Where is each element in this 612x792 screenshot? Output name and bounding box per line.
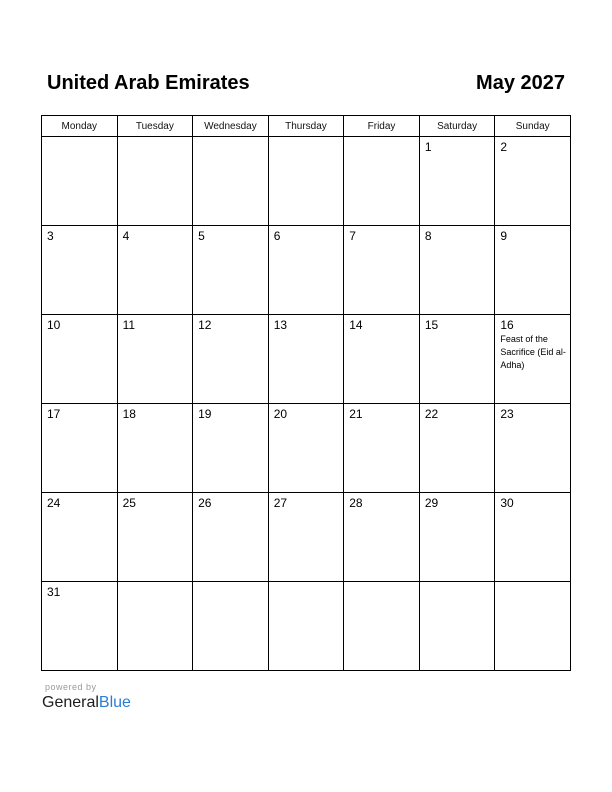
day-number xyxy=(269,137,344,140)
day-cell xyxy=(419,226,495,315)
day-number: 30 xyxy=(500,496,514,510)
day-cell xyxy=(419,493,495,582)
day-number xyxy=(344,582,419,585)
day-number xyxy=(193,137,268,140)
day-number xyxy=(193,582,268,585)
day-number: 5 xyxy=(198,229,205,243)
day-number: 23 xyxy=(500,407,514,421)
day-number: 18 xyxy=(122,407,136,421)
weekday-wednesday: Wednesday xyxy=(193,116,269,137)
day-cell xyxy=(268,493,344,582)
day-cell xyxy=(268,404,344,493)
holiday-label: Feast of the Sacrifice (Eid al-Adha) xyxy=(500,334,566,370)
day-number: 19 xyxy=(198,407,212,421)
day-number: 6 xyxy=(273,229,281,243)
day-cell xyxy=(495,137,571,226)
day-cell xyxy=(193,315,269,404)
day-number: 31 xyxy=(47,585,61,599)
day-number: 8 xyxy=(424,229,432,243)
day-cell xyxy=(419,315,495,404)
day-cell xyxy=(42,315,118,404)
day-number: 26 xyxy=(198,496,212,510)
day-cell xyxy=(495,582,571,671)
weekday-header-row xyxy=(42,116,571,137)
weekday-tuesday: Tuesday xyxy=(117,116,193,137)
week-row xyxy=(42,226,571,315)
day-number: 28 xyxy=(349,496,363,510)
day-number xyxy=(344,137,419,140)
calendar-grid xyxy=(41,115,571,671)
day-cell xyxy=(117,404,193,493)
day-number: 2 xyxy=(500,140,508,154)
day-cell xyxy=(42,582,118,671)
country-title: United Arab Emirates xyxy=(47,72,250,94)
day-cell xyxy=(268,137,344,226)
day-cell xyxy=(117,137,193,226)
day-cell xyxy=(42,226,118,315)
day-cell xyxy=(193,226,269,315)
day-cell xyxy=(193,582,269,671)
day-cell xyxy=(419,137,495,226)
day-cell xyxy=(344,582,420,671)
brand-logo[interactable] xyxy=(42,694,131,712)
weekday-friday: Friday xyxy=(344,116,420,137)
day-cell xyxy=(495,226,571,315)
month-title: May 2027 xyxy=(476,72,565,94)
day-cell xyxy=(495,404,571,493)
day-cell xyxy=(268,226,344,315)
day-number: 3 xyxy=(47,229,54,243)
day-cell xyxy=(268,315,344,404)
weekday-sunday: Sunday xyxy=(495,116,571,137)
weekday-monday: Monday xyxy=(42,116,118,137)
day-cell xyxy=(117,226,193,315)
week-row xyxy=(42,493,571,582)
week-row xyxy=(42,137,571,226)
day-cell xyxy=(419,582,495,671)
day-number xyxy=(420,582,495,585)
day-cell xyxy=(344,493,420,582)
day-number: 24 xyxy=(47,496,61,510)
day-cell xyxy=(193,493,269,582)
day-cell xyxy=(344,404,420,493)
day-number: 22 xyxy=(424,407,439,421)
day-number: 10 xyxy=(47,318,61,332)
day-cell xyxy=(419,404,495,493)
day-number: 21 xyxy=(349,407,363,421)
day-number: 27 xyxy=(273,496,288,510)
day-number: 15 xyxy=(424,318,439,332)
week-row xyxy=(42,315,571,404)
day-cell xyxy=(495,315,571,404)
day-number: 14 xyxy=(349,318,363,332)
day-number xyxy=(118,582,193,585)
brand-general: General xyxy=(42,694,99,711)
day-cell xyxy=(344,137,420,226)
day-number: 4 xyxy=(122,229,130,243)
day-number: 11 xyxy=(122,318,136,332)
day-number: 7 xyxy=(349,229,356,243)
day-number: 17 xyxy=(47,407,61,421)
day-cell xyxy=(268,582,344,671)
day-cell xyxy=(495,493,571,582)
powered-by-label: powered by xyxy=(45,682,97,692)
week-row xyxy=(42,404,571,493)
weekday-saturday: Saturday xyxy=(419,116,495,137)
day-number: 16 xyxy=(500,318,514,332)
weekday-thursday: Thursday xyxy=(268,116,344,137)
day-number xyxy=(495,582,570,585)
week-row xyxy=(42,582,571,671)
day-number xyxy=(269,582,344,585)
day-number: 25 xyxy=(122,496,136,510)
day-number: 1 xyxy=(424,140,432,154)
day-cell xyxy=(117,315,193,404)
day-number xyxy=(118,137,193,140)
day-number: 29 xyxy=(424,496,439,510)
day-cell xyxy=(193,404,269,493)
day-number: 13 xyxy=(273,318,288,332)
day-cell xyxy=(42,137,118,226)
day-cell xyxy=(42,493,118,582)
day-number: 12 xyxy=(198,318,212,332)
day-number: 20 xyxy=(273,407,288,421)
day-number: 9 xyxy=(500,229,508,243)
day-cell xyxy=(117,493,193,582)
brand-blue: Blue xyxy=(98,694,131,711)
day-cell xyxy=(344,315,420,404)
day-number xyxy=(42,137,117,140)
day-cell xyxy=(344,226,420,315)
day-cell xyxy=(193,137,269,226)
day-cell xyxy=(42,404,118,493)
day-cell xyxy=(117,582,193,671)
